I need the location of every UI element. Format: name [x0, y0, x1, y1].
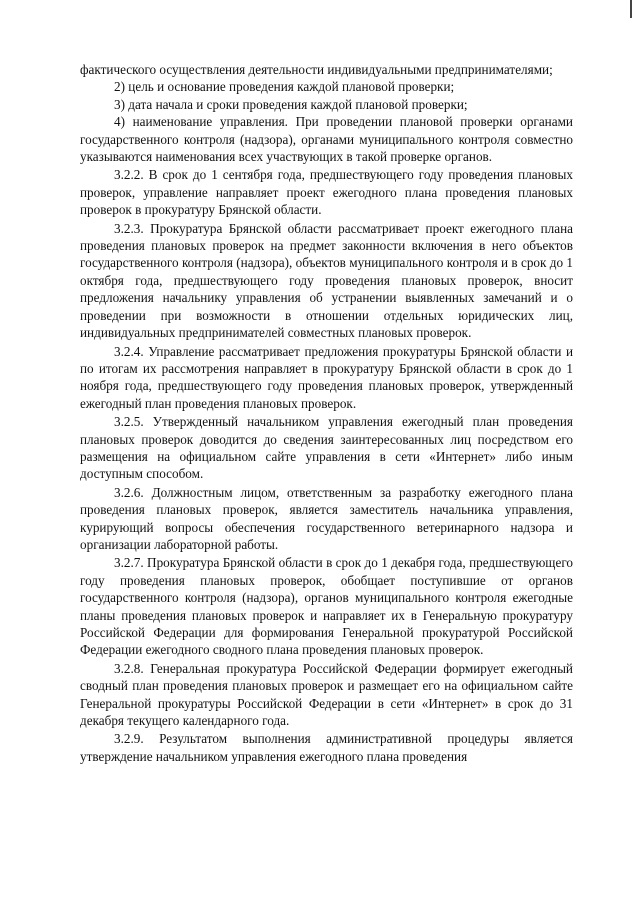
scan-edge-mark	[630, 0, 632, 18]
list-item-4: 4) наименование управления. При проведении плановой проверки органами государственного контроля (надзора), органами муниципального контроля совместно указываются наименования всех участвующих в такой проверке органов.	[80, 114, 573, 165]
paragraph-3-2-3: 3.2.3. Прокуратура Брянской области рассматривает проект ежегодного плана проведения плановых проверок на предмет законности включения в него объектов государственного контроля (надзора), объектов муниципального контроля и в срок до 1 октября года, предшествующего году проведения плановых проверок, вносит предложения начальнику управления об устранении выявленных замечаний и о проведении при возможности в отношении отдельных юридических лиц, индивидуальных предпринимателей совместных плановых проверок.	[80, 220, 573, 341]
paragraph-3-2-6: 3.2.6. Должностным лицом, ответственным за разработку ежегодного плана проведения плановых проверок, является заместитель начальника управления, курирующий вопросы обеспечения государственного ветеринарного надзора и организации лабораторной работы.	[80, 484, 573, 552]
paragraph-3-2-9: 3.2.9. Результатом выполнения административной процедуры является утверждение начальником управления ежегодного плана проведения	[80, 731, 573, 764]
paragraph-continuation: фактического осуществления деятельности индивидуальными предпринимателями;	[80, 62, 553, 77]
paragraph-3-2-2: 3.2.2. В срок до 1 сентября года, предшествующего году проведения плановых проверок, управление направляет проект ежегодного плана проведения плановых проверок в прокуратуру Брянской области.	[80, 167, 573, 218]
paragraph-3-2-4: 3.2.4. Управление рассматривает предложения прокуратуры Брянской области и по итогам их рассмотрения направляет в прокуратуру Брянской области в срок до 1 ноября года, предшествующего году проведения плановых проверок, утвержденный ежегодный план проведения плановых проверок.	[80, 343, 573, 411]
paragraph-3-2-5: 3.2.5. Утвержденный начальником управления ежегодный план проведения плановых проверок доводится до сведения заинтересованных лиц посредством его размещения на официальном сайте управления в сети «Интернет» либо иным доступным способом.	[80, 414, 573, 482]
list-item-3: 3) дата начала и сроки проведения каждой плановой проверки;	[114, 96, 468, 112]
document-body	[80, 61, 573, 765]
list-item-2: 2) цель и основание проведения каждой плановой проверки;	[114, 79, 455, 95]
paragraph-3-2-7: 3.2.7. Прокуратура Брянской области в срок до 1 декабря года, предшествующего году проведения плановых проверок, обобщает поступившие от органов государственного контроля (надзора), органов муниципального контроля ежегодные планы проведения плановых проверок и направляет их в Генеральную прокуратуру Российской Федерации для формирования Генеральной прокуратурой Российской Федерации ежегодного сводного плана проведения плановых проверок.	[80, 555, 573, 658]
paragraph-3-2-8: 3.2.8. Генеральная прокуратура Российской Федерации формирует ежегодный сводный план проведения плановых проверок и размещает его на официальном сайте Генеральной прокуратуры Российской Федерации в сети «Интернет» в срок до 31 декабря текущего календарного года.	[80, 660, 573, 729]
